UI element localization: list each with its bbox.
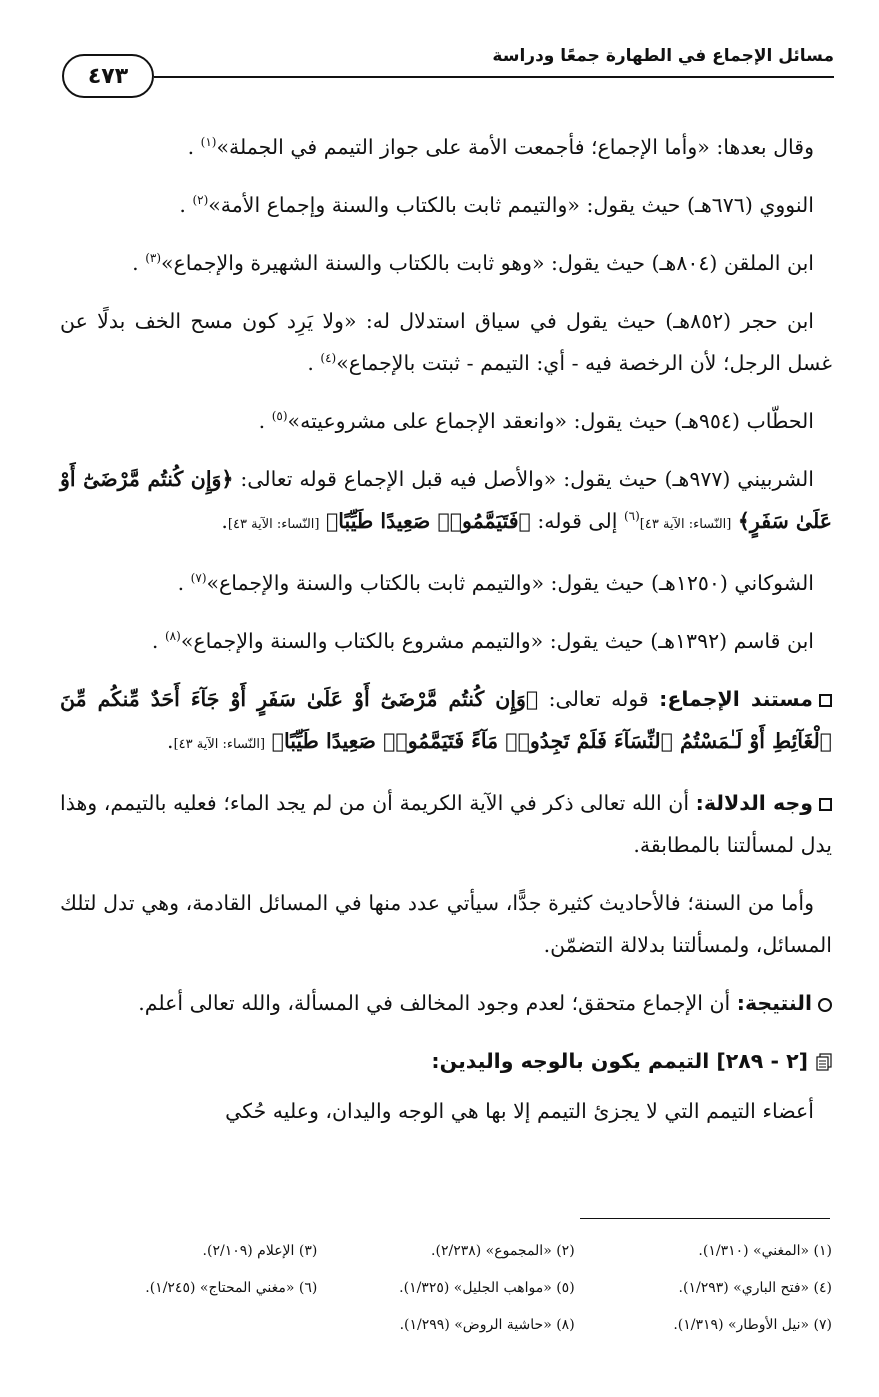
paragraph-text: وقال بعدها: «وأما الإجماع؛ فأجمعت الأمة على جواز التيمم في الجملة»: [216, 135, 814, 159]
footnote-row: [60, 1269, 832, 1306]
document-icon: [816, 1053, 832, 1071]
verse-reference: [النّساء: الآية ٤٣]: [227, 517, 320, 532]
footnote: (٥) «مواهب الجليل» (١/٣٢٥).: [399, 1279, 575, 1296]
paragraph-text: قوله تعالى:: [548, 687, 649, 711]
section-heading-text: [٢ - ٢٨٩] التيمم يكون بالوجه واليدين:: [431, 1049, 808, 1073]
paragraph-section-body: [60, 1090, 832, 1132]
paragraph-5: [60, 400, 832, 442]
paragraph-2: [60, 184, 832, 226]
period: .: [187, 135, 195, 159]
footnote: (٧) «نيل الأوطار» (١/٣١٩).: [673, 1316, 832, 1333]
footnote: (٦) «مغني المحتاج» (١/٢٤٥).: [145, 1279, 318, 1296]
paragraph-4: [60, 300, 832, 384]
paragraph-8: [60, 620, 832, 662]
footnote-ref: (٧): [190, 571, 207, 586]
section-label: مستند الإجماع:: [659, 687, 813, 711]
period: .: [167, 729, 174, 753]
running-title: مسائل الإجماع في الطهارة جمعًا ودراسة: [492, 46, 834, 66]
paragraph-6: [60, 458, 832, 546]
footnote-row: [60, 1232, 832, 1269]
page-number: ٤٧٣: [62, 54, 154, 98]
footnote-ref: (٤): [320, 351, 337, 366]
paragraph-text: إلى قوله:: [537, 509, 618, 533]
footnote-rule: [580, 1218, 830, 1219]
period: .: [258, 409, 266, 433]
page-header: [62, 40, 834, 110]
paragraph-text: ابن قاسم (١٣٩٢هـ) حيث يقول: «والتيمم مشروع بالكتاب والسنة والإجماع»: [180, 629, 814, 653]
paragraph-text: أعضاء التيمم التي لا يجزئ التيمم إلا بها هي الوجه واليدان، وعليه حُكي: [225, 1099, 814, 1123]
footnote: (٢) «المجموع» (٢/٢٣٨).: [431, 1242, 575, 1259]
footnotes: [60, 1232, 832, 1343]
paragraph-1: [60, 126, 832, 168]
paragraph-text: أن الإجماع متحقق؛ لعدم وجود المخالف في المسألة، والله تعالى أعلم.: [138, 991, 731, 1015]
paragraph-text: الشربيني (٩٧٧هـ) حيث يقول: «والأصل فيه قبل الإجماع قوله تعالى:: [240, 467, 814, 491]
period: .: [132, 251, 139, 275]
verse-reference: [النّساء: الآية ٤٣]: [639, 517, 732, 532]
period: .: [177, 571, 185, 595]
footnote-ref: (٥): [271, 409, 288, 424]
main-text: [60, 126, 832, 1148]
paragraph-text: الشوكاني (١٢٥٠هـ) حيث يقول: «والتيمم ثابت بالكتاب والسنة والإجماع»: [206, 571, 814, 595]
footnote: (٣) الإعلام (٢/١٠٩).: [202, 1242, 318, 1259]
paragraph-text: وأما من السنة؛ فالأحاديث كثيرة جدًّا، سيأتي عدد منها في المسائل القادمة، وهي تدل لتلك المسائل، ولمسألتنا بدلالة التضمّن.: [60, 891, 832, 957]
footnote-ref: (٢): [192, 193, 209, 208]
section-label: وجه الدلالة:: [695, 791, 813, 815]
verse-reference: [النّساء: الآية ٤٣]: [173, 737, 266, 752]
footnote: (٤) «فتح الباري» (١/٢٩٣).: [678, 1279, 832, 1296]
footnote-ref: (١): [200, 135, 217, 150]
footnote-ref: (٣): [145, 251, 162, 266]
paragraph-evidence: [60, 782, 832, 866]
paragraph-sunnah: [60, 882, 832, 966]
square-bullet-icon: [819, 798, 832, 811]
paragraph-3: [60, 242, 832, 284]
footnote-ref: (٨): [164, 629, 181, 644]
section-heading: [60, 1040, 832, 1082]
paragraph-text: النووي (٦٧٦هـ) حيث يقول: «والتيمم ثابت بالكتاب والسنة وإجماع الأمة»: [208, 193, 814, 217]
footnote: (٨) «حاشية الروض» (١/٢٩٩).: [399, 1316, 575, 1333]
paragraph-ijma-basis: [60, 678, 832, 766]
footnote: (١) «المغني» (١/٣١٠).: [698, 1242, 832, 1259]
quran-verse: ﴿وَإِن كُنتُم مَّرْضَىٰٓ أَوْ عَلَىٰ سَفَرٍ﴾: [60, 467, 832, 533]
footnote-ref: (٦): [623, 509, 640, 524]
paragraph-result: [60, 982, 832, 1024]
paragraph-text: أن الله تعالى ذكر في الآية الكريمة أن من لم يجد الماء؛ فعليه بالتيمم، وهذا يدل لمسألتنا بالمطابقة.: [60, 791, 832, 857]
section-label: النتيجة:: [736, 991, 812, 1015]
period: .: [179, 193, 186, 217]
period: .: [307, 351, 314, 375]
quran-verse: ﴿فَتَيَمَّمُوا۟ صَعِيدًا طَيِّبًا﴾: [326, 509, 531, 533]
footnote-row: [60, 1306, 832, 1343]
circle-bullet-icon: [818, 998, 832, 1012]
quran-verse: ﴿وَإِن كُنتُم مَّرْضَىٰٓ أَوْ عَلَىٰ سَفَرٍ أَوْ جَآءَ أَحَدٌ مِّنكُم مِّنَ ٱلْغَآئِطِ أَوْ لَـٰمَسْتُمُ ٱلنِّسَآءَ فَلَمْ تَجِدُوا۟ مَآءً فَتَيَمَّمُوا۟ صَعِيدًا طَيِّبًا﴾: [60, 687, 832, 753]
square-bullet-icon: [819, 694, 832, 707]
header-rule: [154, 76, 834, 78]
paragraph-7: [60, 562, 832, 604]
period: .: [151, 629, 159, 653]
paragraph-text: الحطّاب (٩٥٤هـ) حيث يقول: «وانعقد الإجماع على مشروعيته»: [287, 409, 814, 433]
period: .: [221, 509, 228, 533]
paragraph-text: ابن الملقن (٨٠٤هـ) حيث يقول: «وهو ثابت بالكتاب والسنة الشهيرة والإجماع»: [161, 251, 814, 275]
paragraph-text: ابن حجر (٨٥٢هـ) حيث يقول في سياق استدلال له: «ولا يَرِد كون مسح الخف بدلًا عن غسل الرجل؛ لأن الرخصة فيه - أي: التيمم - ثبتت بالإجماع»: [60, 309, 832, 375]
